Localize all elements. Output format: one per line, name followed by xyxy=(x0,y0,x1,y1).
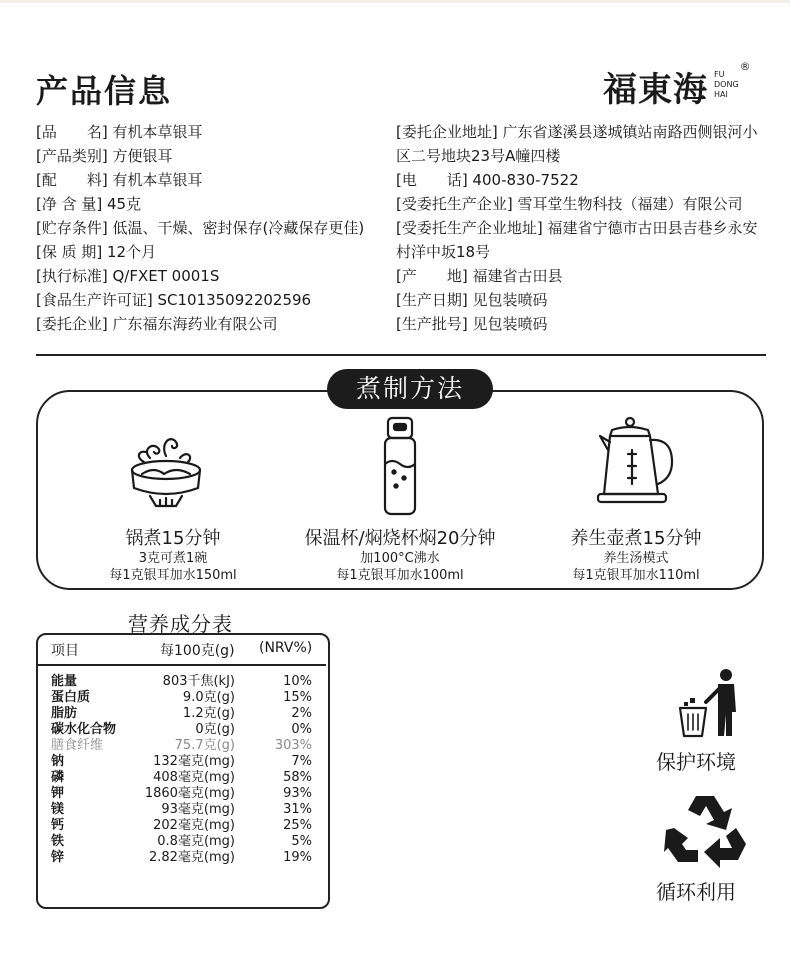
nutrition-row-name: 钠 xyxy=(51,754,65,769)
nutrition-row-value: 0克(g) xyxy=(195,722,235,737)
info-license: [食品生产许可证] SC10135092202596 xyxy=(36,291,312,309)
nutrition-row-name: 钾 xyxy=(51,786,65,801)
nutrition-row-name: 锌 xyxy=(51,850,65,865)
nutrition-header-item: 项目 xyxy=(51,643,79,659)
nutrition-row-value: 93毫克(mg) xyxy=(161,802,235,817)
method-pot-line2: 每1克银耳加水150ml xyxy=(109,568,237,583)
nutrition-row-value: 803千焦(kJ) xyxy=(162,674,235,689)
info-batch: [生产批号] 见包装喷码 xyxy=(396,315,548,333)
brand-en: FU DONG HAI xyxy=(714,70,739,99)
nutrition-row-value: 132毫克(mg) xyxy=(153,754,235,769)
nutrition-row-nrv: 7% xyxy=(291,754,312,769)
nutrition-row-value: 2.82毫克(mg) xyxy=(148,850,235,865)
nutrition-row-nrv: 58% xyxy=(283,770,312,785)
nutrition-row-nrv: 5% xyxy=(291,834,312,849)
info-client: [委托企业] 广东福东海药业有限公司 xyxy=(36,315,278,333)
nutrition-row-name: 膳食纤维 xyxy=(51,738,104,753)
nutrition-row-value: 75.7克(g) xyxy=(174,738,235,753)
nutrition-row-nrv: 10% xyxy=(283,674,312,689)
info-origin: [产 地] 福建省古田县 xyxy=(396,267,563,285)
nutrition-row-nrv: 19% xyxy=(283,850,312,865)
health-kettle-icon xyxy=(596,414,682,506)
nutrition-row-value: 0.8毫克(mg) xyxy=(157,834,235,849)
product-info-left xyxy=(36,120,386,336)
pot-steam-icon xyxy=(120,418,212,510)
nutrition-header-nrv: (NRV%) xyxy=(259,640,313,656)
nutrition-row-nrv: 15% xyxy=(283,690,312,705)
method-kettle-line2: 每1克银耳加水110ml xyxy=(572,568,700,583)
page-title: 产品信息 xyxy=(36,72,173,110)
brand-logo xyxy=(603,62,751,111)
nutrition-row-name: 能量 xyxy=(51,674,78,689)
recycle-label: 循环利用 xyxy=(656,880,736,904)
section-divider xyxy=(36,354,766,356)
nutrition-header-per100g: 每100克(g) xyxy=(160,643,235,659)
protect-environment-label: 保护环境 xyxy=(656,750,736,774)
method-kettle-line1: 养生汤模式 xyxy=(603,551,669,566)
nutrition-row-value: 202毫克(mg) xyxy=(153,818,235,833)
nutrition-header-line xyxy=(38,664,326,666)
nutrition-row-name: 镁 xyxy=(51,802,65,817)
brand-name: 福東海 xyxy=(603,70,708,110)
trash-disposal-icon xyxy=(676,668,748,738)
nutrition-row-value: 408毫克(mg) xyxy=(153,770,235,785)
recycle-icon xyxy=(662,792,748,870)
info-ingredients: [配 料] 有机本草银耳 xyxy=(36,171,203,189)
nutrition-row-name: 铁 xyxy=(51,834,65,849)
info-shelf-life: [保 质 期] 12个月 xyxy=(36,243,157,261)
nutrition-title: 营养成分表 xyxy=(128,612,233,636)
nutrition-row-name: 蛋白质 xyxy=(51,690,91,705)
info-phone: [电 话] 400-830-7522 xyxy=(396,171,579,189)
nutrition-row-nrv: 303% xyxy=(274,738,312,753)
method-kettle-title: 养生壶煮15分钟 xyxy=(570,528,702,549)
nutrition-row-name: 磷 xyxy=(51,770,65,785)
info-client-address: [委托企业地址] 广东省遂溪县遂城镇站南路西侧银河小区二号地块23号A幢四楼 xyxy=(396,123,758,165)
method-pot-title: 锅煮15分钟 xyxy=(125,528,221,549)
nutrition-row-nrv: 2% xyxy=(291,706,312,721)
nutrition-row-value: 1860毫克(mg) xyxy=(144,786,235,801)
nutrition-row-name: 脂肪 xyxy=(51,706,78,721)
info-name: [品 名] 有机本草银耳 xyxy=(36,123,203,141)
nutrition-row-name: 钙 xyxy=(51,818,65,833)
info-standard: [执行标准] Q/FXET 0001S xyxy=(36,267,220,285)
nutrition-row-nrv: 25% xyxy=(283,818,312,833)
method-pot-line1: 3克可煮1碗 xyxy=(138,551,208,566)
registered-mark: ® xyxy=(739,60,751,73)
thermos-icon xyxy=(380,414,420,518)
nutrition-row-value: 9.0克(g) xyxy=(182,690,235,705)
info-production-date: [生产日期] 见包装喷码 xyxy=(396,291,548,309)
info-storage: [贮存条件] 低温、干燥、密封保存(冷藏保存更佳) xyxy=(36,219,365,237)
cooking-method-title: 煮制方法 xyxy=(327,369,493,409)
product-info-right xyxy=(396,120,768,336)
method-thermos-title: 保温杯/焖烧杯焖20分钟 xyxy=(304,528,496,549)
nutrition-row-nrv: 31% xyxy=(283,802,312,817)
nutrition-row-name: 碳水化合物 xyxy=(51,722,117,737)
info-net-weight: [净 含 量] 45克 xyxy=(36,195,142,213)
nutrition-row-nrv: 0% xyxy=(291,722,312,737)
method-thermos-line1: 加100°C沸水 xyxy=(360,551,440,566)
nutrition-row-value: 1.2克(g) xyxy=(182,706,235,721)
info-category: [产品类别] 方便银耳 xyxy=(36,147,173,165)
method-thermos-line2: 每1克银耳加水100ml xyxy=(336,568,464,583)
nutrition-row-nrv: 93% xyxy=(283,786,312,801)
info-manufacturer-address: [受委托生产企业地址] 福建省宁德市古田县吉巷乡永安村洋中坂18号 xyxy=(396,219,758,261)
top-border xyxy=(0,0,790,3)
info-manufacturer: [受委托生产企业] 雪耳堂生物科技（福建）有限公司 xyxy=(396,195,743,213)
